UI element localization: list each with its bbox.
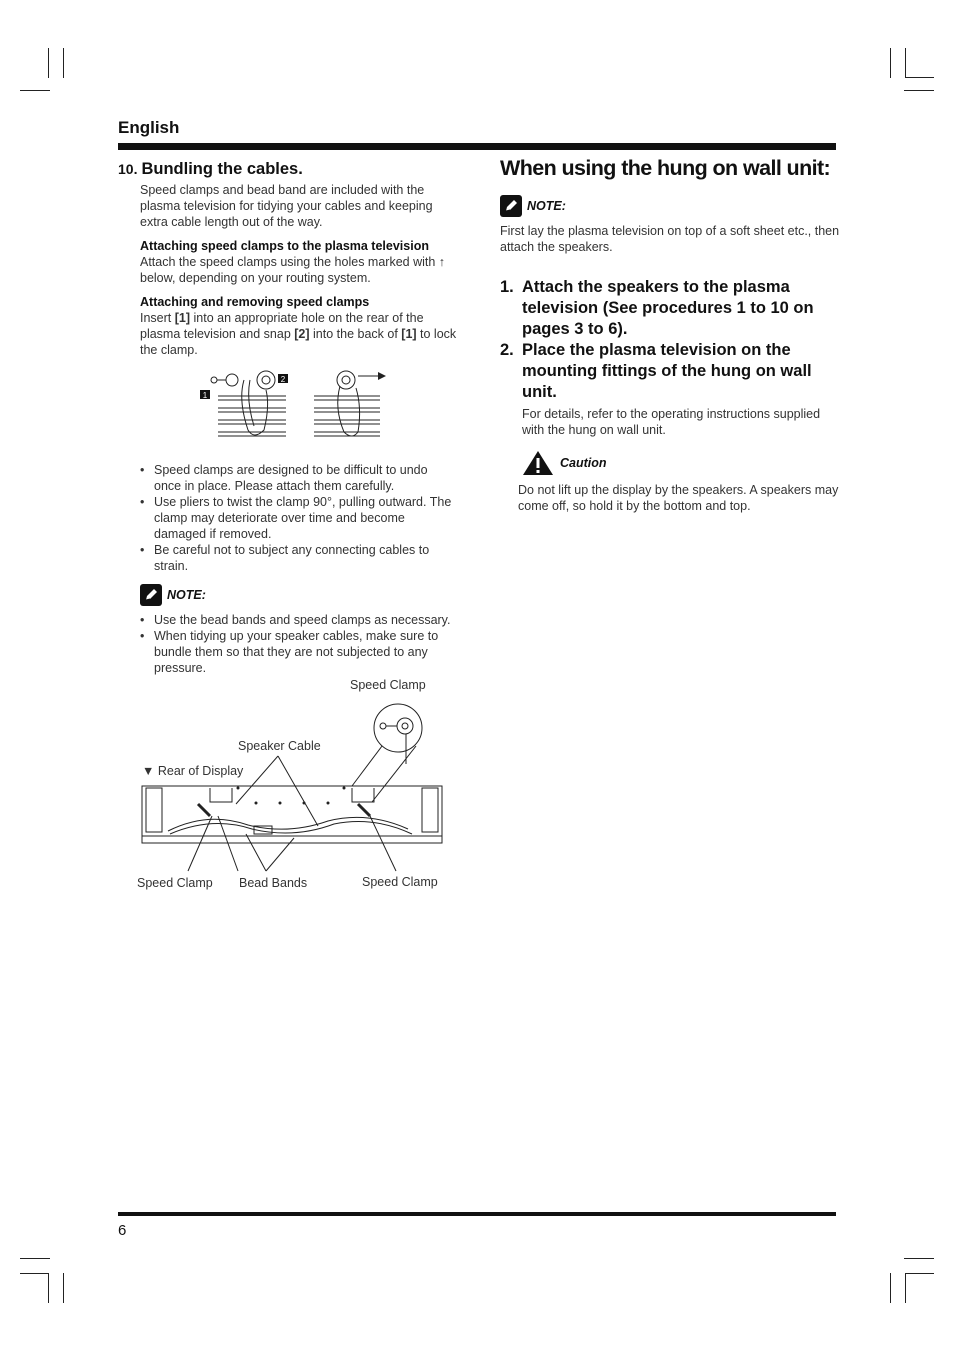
language-label: English [118,118,180,137]
marker-2: 2 [280,375,286,384]
caution-header [500,450,840,476]
pencil-icon [500,195,522,217]
section-title: When using the hung on wall unit: [500,156,831,180]
right-column [500,156,840,514]
list-item: • When tidying up your speaker cables, make sure to bundle them so that they are not subjected to any pressure. [154,628,458,676]
remove-text: Insert [1] into an appropriate hole on the rear of the plasma television and snap [2] into the back of [1] to lock the clamp. [140,311,457,357]
pencil-icon [140,584,162,606]
list-item: 1. Attach the speakers to the plasma television (See procedures 1 to 10 on pages 3 to 6). [500,278,814,338]
label-speed-clamp-top: Speed Clamp [350,678,426,692]
note-header [500,195,840,217]
list-item: • Be careful not to subject any connecting cables to strain. [154,542,458,574]
left-column [118,160,458,676]
note-label: NOTE: [167,588,206,602]
note-text: First lay the plasma television on top of a soft sheet etc., then attach the speakers. [500,224,840,254]
procedure-list [500,277,840,403]
label-speed-clamp-left: Speed Clamp [137,876,213,890]
marker-1: 1 [202,391,208,400]
intro-text: Speed clamps and bead band are included with the plasma television for tidying your cables and keeping extra cable length out of the way. [140,183,433,229]
label-speaker-cable: Speaker Cable [238,739,321,753]
list-item: • Use pliers to twist the clamp 90°, pulling outward. The clamp may deteriorate over time and become damaged if removed. [154,494,458,542]
page-number: 6 [118,1222,127,1239]
clamp-bullets [118,462,458,574]
footer-rule [118,1212,836,1216]
caution-text: Do not lift up the display by the speakers. A speakers may come off, so hold it by the bottom and top. [518,483,839,513]
attach-text: Attach the speed clamps using the holes marked with ↑ below, depending on your routing system. [140,255,446,285]
list-item: • Speed clamps are designed to be difficult to undo once in place. Please attach them carefully. [154,462,458,494]
step-number: 10. [118,161,138,177]
note-header [118,584,458,606]
list-item: • Use the bead bands and speed clamps as necessary. [154,612,458,628]
label-bead-bands: Bead Bands [239,876,308,890]
cable-diagram [118,676,458,896]
note-label: NOTE: [527,199,566,213]
warning-icon [522,450,554,476]
step-2-detail: For details, refer to the operating instructions supplied with the hung on wall unit. [522,407,821,437]
note-bullets [118,612,458,676]
label-rear-of-display: ▼ Rear of Display [142,764,244,778]
step-10-heading [118,160,458,179]
clamp-figure [118,364,458,454]
clamp-illustration [118,364,458,454]
list-item: 2. Place the plasma television on the mounting fittings of the hung on wall unit. [500,341,812,401]
label-speed-clamp-right: Speed Clamp [362,875,438,889]
attach-heading: Attaching speed clamps to the plasma television [140,239,429,253]
header-rule [118,143,836,150]
remove-heading: Attaching and removing speed clamps [140,295,370,309]
step-title: Bundling the cables. [141,160,303,178]
display-rear-illustration [118,676,458,896]
caution-label: Caution [560,456,607,470]
